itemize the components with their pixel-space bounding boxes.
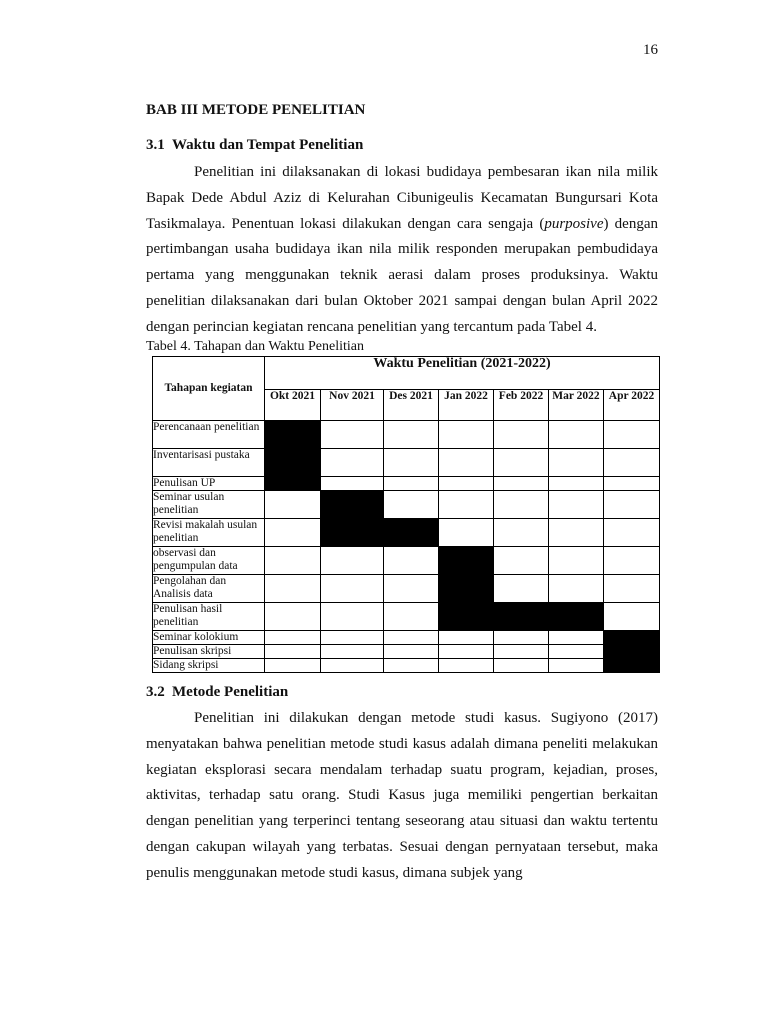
time-column-header: Waktu Penelitian (2021-2022)	[265, 357, 660, 390]
schedule-cell-active	[604, 659, 660, 673]
schedule-cell	[549, 645, 604, 659]
schedule-cell	[494, 477, 549, 491]
schedule-cell	[384, 603, 439, 631]
schedule-cell	[604, 449, 660, 477]
schedule-cell-active	[321, 491, 384, 519]
schedule-cell	[265, 631, 321, 645]
schedule-cell-active	[604, 631, 660, 645]
table-row	[153, 519, 660, 547]
paragraph-text: Penelitian ini dilakukan dengan metode studi kasus. Sugiyono (2017) menyatakan bahwa penelitian metode studi kasus adalah dimana peneliti melakukan kegiatan eksplorasi secara mendalam terhadap suatu program, kejadian, proses, aktivitas, terhadap satu orang. Studi Kasus juga memiliki pengertian berkaitan dengan penelitian yang terperinci tentang seseorang atau situasi dan waktu tertentu dengan cakupan wilayah yang terbatas. Sesuai dengan pernyataan tersebut, maka penulis menggunakan metode studi kasus, dimana subjek yang	[146, 710, 658, 881]
table-caption: Tabel 4. Tahapan dan Waktu Penelitian	[146, 339, 364, 354]
month-header: Okt 2021	[265, 390, 321, 421]
schedule-cell	[321, 575, 384, 603]
schedule-cell-active	[439, 603, 494, 631]
schedule-cell	[265, 603, 321, 631]
month-header: Feb 2022	[494, 390, 549, 421]
schedule-cell	[604, 547, 660, 575]
schedule-cell	[384, 491, 439, 519]
schedule-cell	[439, 519, 494, 547]
stage-label: Penulisan skripsi	[153, 645, 265, 659]
schedule-cell	[321, 659, 384, 673]
section-title: Metode Penelitian	[172, 684, 289, 700]
stage-label: Seminar kolokium	[153, 631, 265, 645]
schedule-cell	[384, 547, 439, 575]
schedule-cell	[549, 631, 604, 645]
schedule-cell	[321, 631, 384, 645]
paragraph-text: Penelitian ini dilaksanakan di lokasi budidaya pembesaran ikan nila milik Bapak Dede Abdul Aziz di Kelurahan Cibunigeulis Kecamatan Bungursari Kota Tasikmalaya. Penentuan lokasi dilakukan dengan cara sengaja (purposive) dengan pertimbangan usaha budidaya ikan nila milik responden merupakan pembudidaya pertama yang menggunakan teknik aerasi dalam proses produksinya. Waktu penelitian dilaksanakan dari bulan Oktober 2021 sampai dengan bulan April 2022 dengan perincian kegiatan rencana penelitian yang tercantum pada Tabel 4.	[146, 164, 658, 335]
schedule-cell-active	[439, 547, 494, 575]
schedule-cell	[549, 421, 604, 449]
stage-column-header: Tahapan kegiatan	[153, 357, 265, 421]
schedule-cell	[439, 491, 494, 519]
schedule-cell	[265, 519, 321, 547]
schedule-cell	[494, 547, 549, 575]
schedule-cell	[265, 575, 321, 603]
table-row	[153, 575, 660, 603]
schedule-cell	[604, 477, 660, 491]
stage-label: Pengolahan dan Analisis data	[153, 575, 265, 603]
schedule-cell	[321, 477, 384, 491]
stage-label: Penulisan hasil penelitian	[153, 603, 265, 631]
stage-label: observasi dan pengumpulan data	[153, 547, 265, 575]
schedule-cell	[494, 421, 549, 449]
table-row	[153, 603, 660, 631]
schedule-cell	[265, 659, 321, 673]
schedule-cell	[439, 645, 494, 659]
table-row	[153, 449, 660, 477]
schedule-cell	[265, 491, 321, 519]
table-row	[153, 491, 660, 519]
table-row	[153, 631, 660, 645]
stage-label: Inventarisasi pustaka	[153, 449, 265, 477]
section-title: Waktu dan Tempat Penelitian	[172, 137, 364, 153]
schedule-cell-active	[439, 575, 494, 603]
schedule-cell	[604, 603, 660, 631]
schedule-cell	[494, 449, 549, 477]
schedule-cell	[604, 421, 660, 449]
schedule-cell-active	[265, 449, 321, 477]
table-row	[153, 659, 660, 673]
table-row	[153, 547, 660, 575]
schedule-cell	[604, 519, 660, 547]
table-row	[153, 421, 660, 449]
chapter-title: BAB III METODE PENELITIAN	[146, 102, 366, 118]
stage-label: Revisi makalah usulan penelitian	[153, 519, 265, 547]
schedule-cell	[549, 547, 604, 575]
schedule-cell	[321, 449, 384, 477]
section-paragraph-3-2	[146, 706, 658, 887]
schedule-cell	[549, 491, 604, 519]
schedule-cell	[549, 575, 604, 603]
schedule-cell	[321, 645, 384, 659]
schedule-cell	[439, 449, 494, 477]
schedule-cell-active	[549, 603, 604, 631]
month-header: Nov 2021	[321, 390, 384, 421]
schedule-cell-active	[265, 421, 321, 449]
schedule-cell	[439, 659, 494, 673]
schedule-cell	[321, 547, 384, 575]
section-heading-3-1	[146, 137, 363, 154]
month-header: Mar 2022	[549, 390, 604, 421]
section-heading-3-2	[146, 684, 288, 701]
schedule-cell	[265, 645, 321, 659]
month-header: Apr 2022	[604, 390, 660, 421]
schedule-cell	[384, 645, 439, 659]
schedule-cell	[549, 659, 604, 673]
schedule-cell-active	[604, 645, 660, 659]
schedule-cell-active	[321, 519, 384, 547]
schedule-cell	[439, 631, 494, 645]
schedule-cell	[384, 449, 439, 477]
schedule-cell	[384, 477, 439, 491]
schedule-cell	[321, 603, 384, 631]
schedule-cell	[265, 547, 321, 575]
section-paragraph-3-1	[146, 160, 658, 341]
month-header: Jan 2022	[439, 390, 494, 421]
schedule-cell	[494, 491, 549, 519]
schedule-cell	[604, 491, 660, 519]
schedule-table	[152, 356, 660, 673]
stage-label: Seminar usulan penelitian	[153, 491, 265, 519]
schedule-cell	[384, 575, 439, 603]
stage-label: Sidang skripsi	[153, 659, 265, 673]
schedule-cell	[494, 575, 549, 603]
schedule-cell	[439, 421, 494, 449]
schedule-cell	[439, 477, 494, 491]
schedule-table-body	[153, 421, 660, 673]
section-number: 3.1	[146, 137, 165, 153]
schedule-cell	[494, 519, 549, 547]
stage-label: Penulisan UP	[153, 477, 265, 491]
stage-label: Perencanaan penelitian	[153, 421, 265, 449]
schedule-cell	[549, 519, 604, 547]
table-row	[153, 645, 660, 659]
schedule-cell	[384, 659, 439, 673]
table-row	[153, 477, 660, 491]
schedule-cell	[494, 631, 549, 645]
month-header: Des 2021	[384, 390, 439, 421]
schedule-cell-active	[494, 603, 549, 631]
schedule-cell	[321, 421, 384, 449]
section-number: 3.2	[146, 684, 165, 700]
page-number: 16	[643, 42, 658, 58]
schedule-cell	[604, 575, 660, 603]
schedule-cell	[549, 477, 604, 491]
schedule-cell	[384, 631, 439, 645]
schedule-cell	[494, 645, 549, 659]
schedule-cell-active	[265, 477, 321, 491]
schedule-cell	[549, 449, 604, 477]
schedule-cell	[494, 659, 549, 673]
schedule-cell	[384, 421, 439, 449]
schedule-cell-active	[384, 519, 439, 547]
